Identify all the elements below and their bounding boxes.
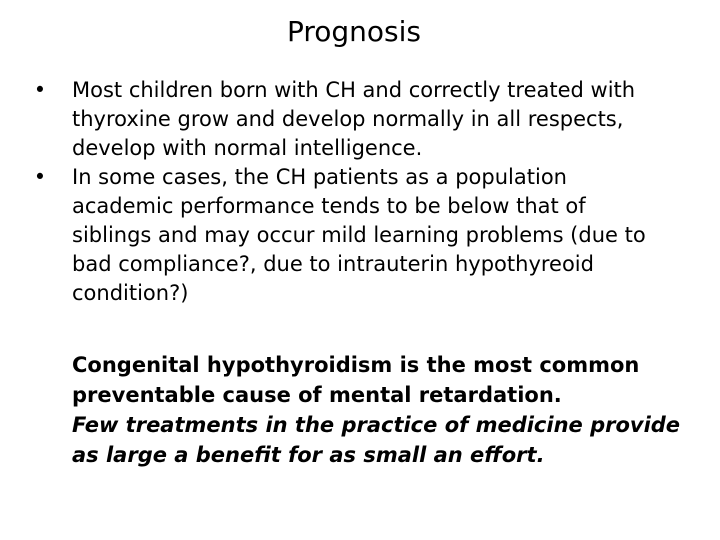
bullet-item: [30, 76, 670, 163]
bullet-marker: •: [33, 165, 47, 189]
emphasis-note: [72, 350, 692, 470]
bullet-text: In some cases, the CH patients as a population academic performance tends to be below that of siblings and may occur mild learning problems (due to bad compliance?, due to intrauterin hypothyreoid condition?): [72, 165, 646, 305]
bullet-marker: •: [33, 78, 47, 102]
bullet-text: Most children born with CH and correctly treated with thyroxine grow and develop normally in all respects, develop with normal intelligence.: [72, 78, 636, 160]
slide-title: Prognosis: [286, 15, 422, 48]
bullet-list: [30, 76, 670, 308]
note-line-1: Congenital hypothyroidism is the most common preventable cause of mental retardation.: [72, 353, 640, 407]
note-line-2: Few treatments in the practice of medicine provide as large a benefit for as small an effort.: [72, 413, 681, 467]
bullet-item: [30, 163, 670, 308]
